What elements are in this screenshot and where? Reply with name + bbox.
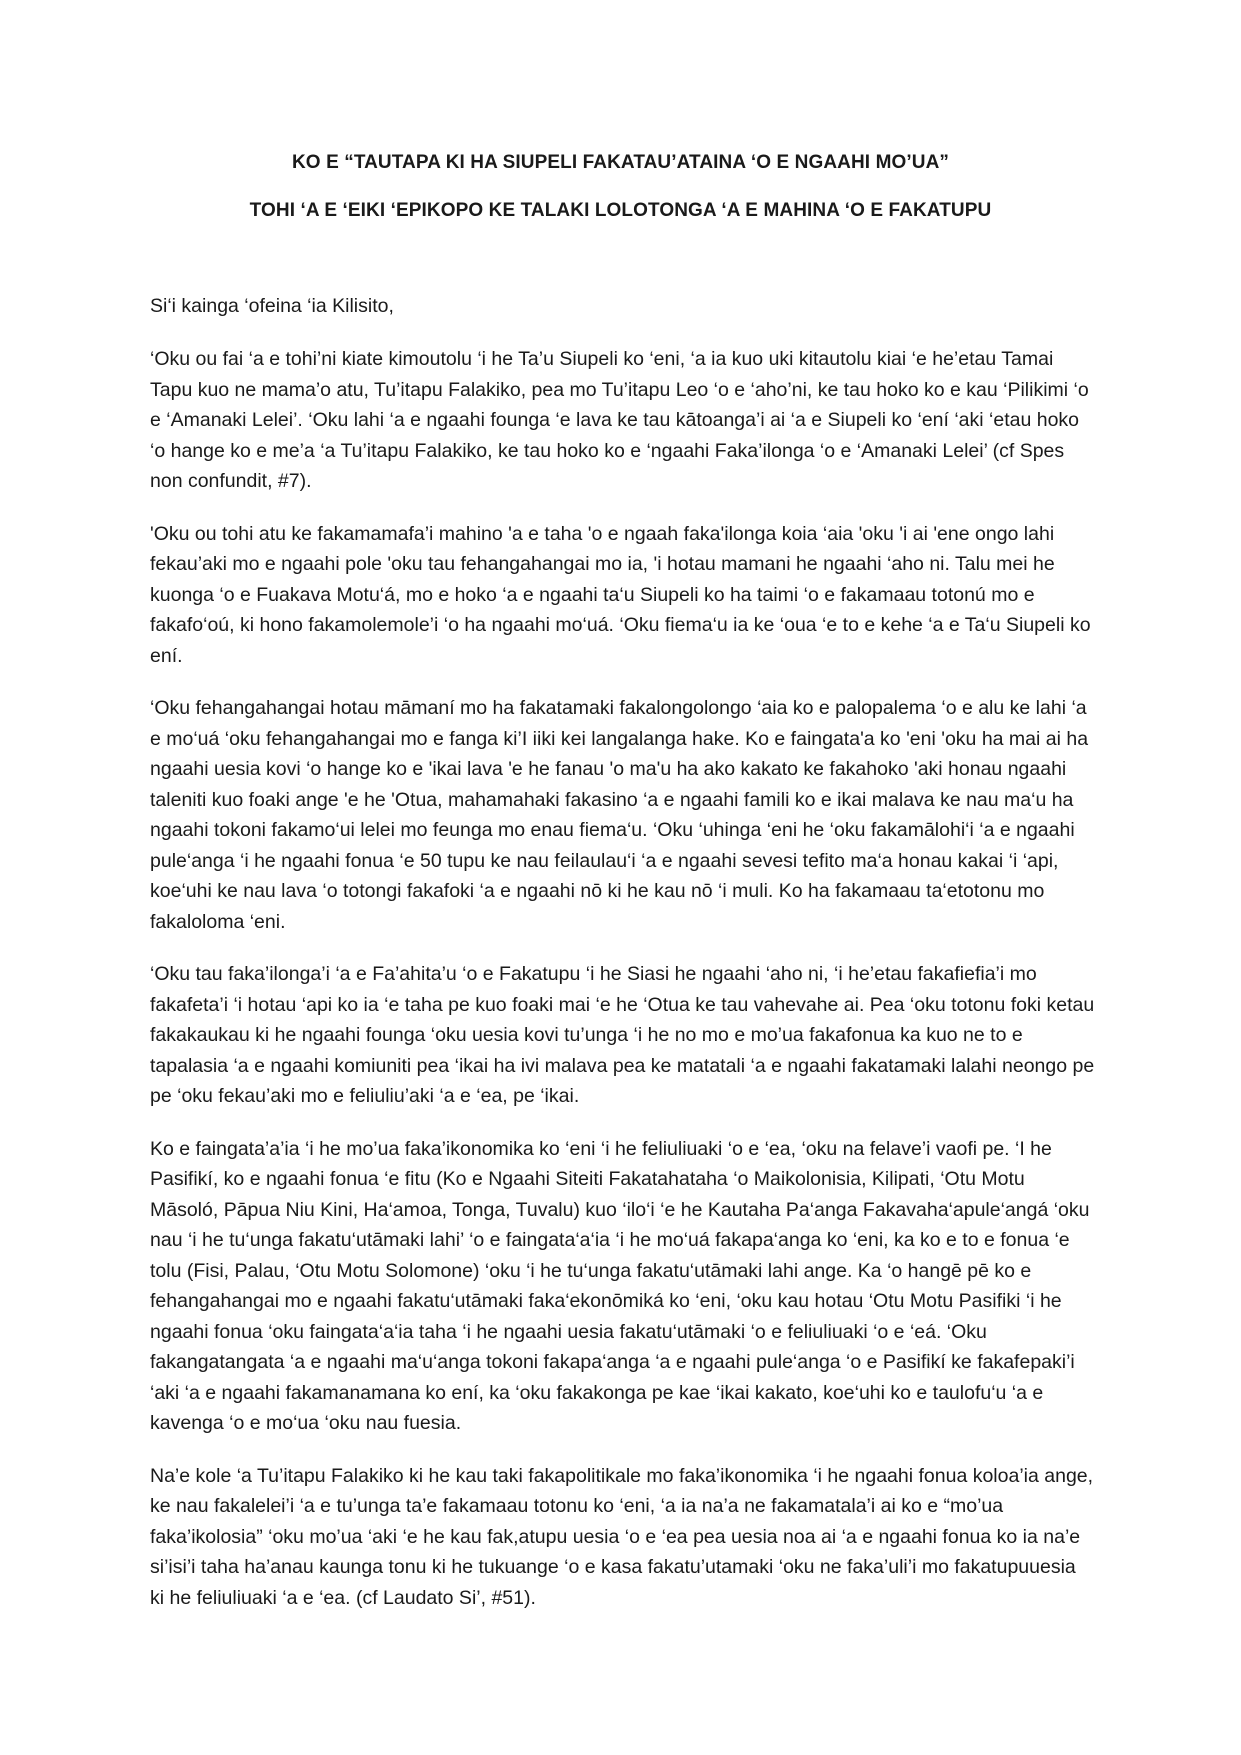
document-title: KO E “TAUTAPA KI HA SIUPELI FAKATAU’ATAINA ‘O E NGAAHI MO’UA” bbox=[291, 152, 949, 173]
paragraph-4: ‘Oku tau faka’ilonga’i ‘a e Fa’ahita’u ‘o e Fakatupu ‘i he Siasi he ngaahi ‘aho ni, ‘i he’etau fakafiefia’i mo fakafeta’i ‘i hotau ‘api ko ia ‘e taha pe kuo foaki mai ‘e he ‘Otua ke tau vahevahe ai. Pea ‘oku totonu foki ketau fakakaukau ki he ngaahi founga ‘oku uesia kovi tu’unga ‘i he no mo e mo’ua fakafonua ka kuo ne to e tapalasia ‘a e ngaahi komiuniti pea ‘ikai ha ivi malava pea ke matatali ‘a e ngaahi fakatamaki lalahi neongo pe pe ‘oku fekau’aki mo e feliuliu’aki ‘a e ‘ea, pe ‘ikai. bbox=[150, 963, 1095, 1107]
salutation: Si‘i kainga ‘ofeina ‘ia Kilisito, bbox=[150, 295, 394, 317]
paragraph-5: Ko e faingata’a’ia ‘i he mo’ua faka’ikonomika ko ‘eni ‘i he feliuliuaki ‘o e ‘ea, ‘oku na felave’i vaofi pe. ‘I he Pasifikí, ko e ngaahi fonua ‘e fitu (Ko e Ngaahi Siteiti Fakatahataha ‘o Maikolonisia, Kilipati, ‘Otu Motu Māsoló, Pāpua Niu Kini, Ha‘amoa, Tonga, Tuvalu) kuo ‘ilo‘i ‘e he Kautaha Pa‘anga Fakavaha‘apule‘angá ‘oku nau ‘i he tu‘unga fakatu‘utāmaki lahi’ ‘o e faingata‘a‘ia ‘i he mo‘uá fakapa‘anga ko ‘eni, ka ko e to e fonua ‘e tolu (Fisi, Palau, ‘Otu Motu Solomone) ‘oku ‘i he tu‘unga fakatu‘utāmaki lahi ange. Ka ‘o hangē pē ko e fehangahangai mo e ngaahi fakatu‘utāmaki faka‘ekonōmiká ko ‘eni, ‘oku kau hotau ‘Otu Motu Pasifiki ‘i he ngaahi fonua ‘oku faingata‘a‘ia taha ‘i he ngaahi uesia fakatu‘utāmaki ‘o e feliuliuaki ‘o e ‘eá. ‘Oku fakangatangata ‘a e ngaahi ma‘u‘anga tokoni fakapa‘anga ‘a e ngaahi pule‘anga ‘o e Pasifikí ke fakafepaki’i ‘aki ‘a e ngaahi fakamanamana ko ení, ka ‘oku fakakonga pe kae ‘ikai kakato, koe‘uhi ko e taulofu‘u ‘a e kavenga ‘o e mo‘ua ‘oku nau fuesia. bbox=[150, 1137, 1090, 1434]
paragraph-1: ‘Oku ou fai ‘a e tohi’ni kiate kimoutolu ‘i he Ta’u Siupeli ko ‘eni, ‘a ia kuo uki kitautolu kiai ‘e he’etau Tamai Tapu kuo ne mama’o atu, Tu’itapu Falakiko, pea mo Tu’itapu Leo ‘o e ‘aho’ni, ke tau hoko ko e kau ‘Pilikimi ‘o e ‘Amanaki Lelei’. ‘Oku lahi ‘a e ngaahi founga ‘e lava ke tau kātoanga’i ai ‘a e Siupeli ko ‘ení ‘aki ‘etau hoko ‘o hange ko e me’a ‘a Tu’itapu Falakiko, ke tau hoko ko e ‘ngaahi Faka’ilonga ‘o e ‘Amanaki Lelei’ (cf Spes non confundit, #7). bbox=[150, 348, 1089, 492]
document-header bbox=[150, 150, 1091, 224]
document-subtitle: TOHI ‘A E ‘EIKI ‘EPIKOPO KE TALAKI LOLOTONGA ‘A E MAHINA ‘O E FAKATUPU bbox=[249, 200, 992, 221]
paragraph-6: Na’e kole ‘a Tu’itapu Falakiko ki he kau taki fakapolitikale mo faka’ikonomika ‘i he ngaahi fonua koloa’ia ange, ke nau fakalelei’i ‘a e tu’unga ta’e fakamaau totonu ko ‘eni, ‘a ia na’a ne fakamatala’i ai ko e “mo’ua faka’ikolosia” ‘oku mo’ua ‘aki ‘e he kau fak,atupu uesia ‘o e ‘ea pea uesia noa ai ‘a e ngaahi fonua ko ia na’e si’isi’i taha ha’anau kaunga tonu ki he tukuange ‘o e kasa fakatu’utamaki ‘oku ne faka’uli’i mo fakatupuuesia ki he feliuliuaki ‘a e ‘ea. (cf Laudato Si’, #51). bbox=[150, 1464, 1094, 1609]
paragraph-3: ‘Oku fehangahangai hotau māmaní mo ha fakatamaki fakalongolongo ‘aia ko e palopalema ‘o e alu ke lahi ‘a e mo‘uá ‘oku fehangahangai mo e fanga ki’I iiki kei langalanga hake. Ko e faingata'a ko 'eni 'oku ha mai ai ha ngaahi uesia kovi ‘o hange ko e 'ikai lava 'e he fanau 'o ma'u ha ako kakato ke fakahoko 'aki honau ngaahi taleniti kuo foaki ange 'e he 'Otua, mahamahaki fakasino ‘a e ngaahi famili ko e ikai malava ke nau ma‘u ha ngaahi tokoni fakamo‘ui lelei mo feunga mo enau fiema‘u. ‘Oku ‘uhinga ‘eni he ‘oku fakamālohi‘i ‘a e ngaahi pule‘anga ‘i he ngaahi fonua ‘e 50 tupu ke nau feilaulau‘i ‘a e ngaahi sevesi tefito ma‘a honau kakai ‘i ‘api, koe‘uhi ke nau lava ‘o totongi fakafoki ‘a e ngaahi nō ki he kau nō ‘i muli. Ko ha fakamaau ta‘etotonu mo fakaloloma ‘eni. bbox=[150, 697, 1089, 933]
paragraph-2: 'Oku ou tohi atu ke fakamamafa’i mahino 'a e taha 'o e ngaah faka'ilonga koia ‘aia 'oku 'i ai 'ene ongo lahi fekau’aki mo e ngaahi pole 'oku tau fehangahangai mo ia, 'i hotau mamani he ngaahi ‘aho ni. Talu mei he kuonga ‘o e Fuakava Motu‘á, mo e hoko ‘a e ngaahi ta‘u Siupeli ko ha taimi ‘o e fakamaau totonú mo e fakafo‘oú, ki hono fakamolemole’i ‘o ha ngaahi mo‘uá. ‘Oku fiema‘u ia ke ‘oua ‘e to e kehe ‘a e Ta‘u Siupeli ko ení. bbox=[150, 522, 1091, 667]
letter-body bbox=[150, 291, 1095, 1635]
